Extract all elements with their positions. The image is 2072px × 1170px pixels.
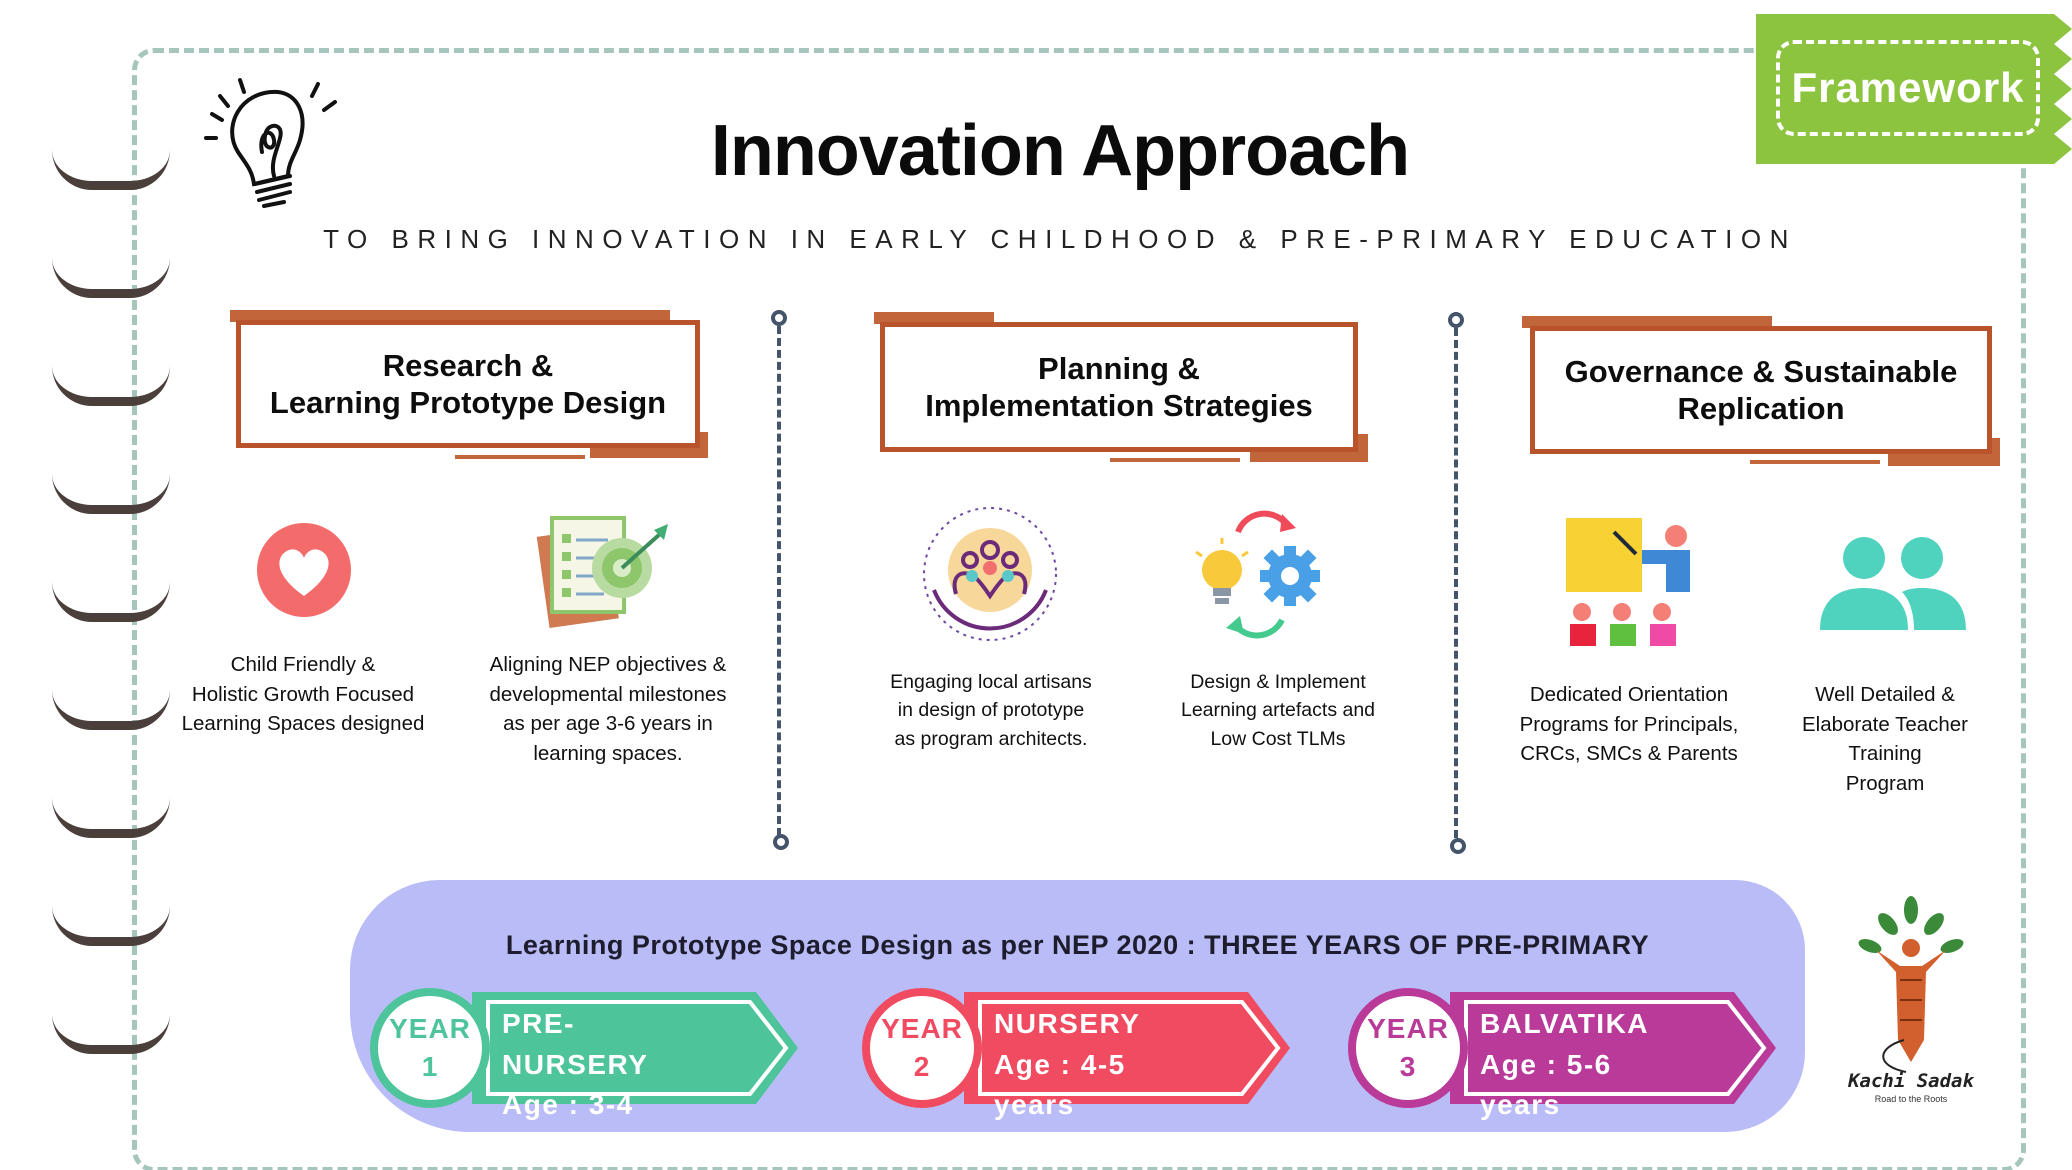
heading-line: Governance & Sustainable [1564, 353, 1958, 389]
heading-line: Learning Prototype Design [269, 385, 667, 420]
caption-line: Child Friendly & [230, 653, 376, 676]
year-stage-label [502, 1004, 648, 1166]
stage-age: Age : 5-6 years [1480, 1048, 1612, 1121]
stage-name: NURSERY [994, 1008, 1141, 1039]
divider-end-dot [1450, 838, 1466, 854]
column-divider [777, 326, 781, 836]
year-circle [370, 988, 490, 1108]
caption-line: Holistic Growth Focused [191, 682, 415, 706]
caption-line: Elaborate Teacher [1801, 712, 1968, 736]
column-2-heading [880, 322, 1358, 452]
page-title: Innovation Approach [710, 111, 1410, 191]
caption-line: Aligning NEP objectives & [489, 653, 727, 676]
item-caption [172, 650, 434, 739]
column-divider [1454, 328, 1458, 838]
caption-line: Engaging local artisans [890, 671, 1092, 693]
year-number: 2 [913, 1051, 931, 1082]
year-label: YEAR [1367, 1013, 1449, 1045]
stage-name: PRE-NURSERY [502, 1008, 649, 1080]
people-icon [1818, 534, 1968, 634]
checklist-target-icon [534, 512, 674, 628]
divider-end-dot [771, 310, 787, 326]
column-3-heading [1530, 326, 1992, 454]
heading-line: Planning & [1038, 350, 1200, 386]
caption-line: Learning Spaces designed [181, 712, 425, 736]
item-caption [868, 668, 1114, 753]
logo-name: Kachi Sadak [1848, 1070, 1974, 1092]
item-caption [468, 650, 748, 769]
logo-tagline: Road to the Roots [1874, 1094, 1948, 1104]
heading-line: Replication [1677, 391, 1845, 426]
heart-icon [256, 522, 352, 618]
year-number: 3 [1399, 1051, 1417, 1082]
item-caption [1158, 668, 1398, 753]
divider-end-dot [1448, 312, 1464, 328]
stage-age: Age : 3-4 years [502, 1089, 634, 1161]
year-stage-label [994, 1004, 1140, 1126]
band-title: Learning Prototype Space Design as per NEP 2020 : THREE YEARS OF PRE-PRIMARY [505, 930, 1650, 960]
heading-accent-line [455, 455, 585, 459]
presentation-icon [1566, 516, 1696, 648]
stage-name: BALVATIKA [1480, 1008, 1650, 1039]
caption-line: Program [1845, 772, 1925, 796]
caption-line: Programs for Principals, [1519, 712, 1739, 736]
caption-line: as per age 3-6 years in [503, 712, 713, 736]
caption-line: developmental milestones [489, 682, 727, 706]
heading-line: Research & [382, 347, 554, 383]
caption-line: Dedicated Orientation [1529, 683, 1729, 706]
column-1-heading [236, 320, 700, 448]
caption-line: Low Cost TLMs [1210, 727, 1346, 750]
caption-line: Training [1848, 742, 1922, 766]
bulb-gear-icon [1186, 508, 1326, 644]
community-hands-icon [920, 504, 1060, 644]
year-stage-label [1480, 1004, 1649, 1126]
heading-accent-line [1110, 458, 1240, 462]
caption-line: learning spaces. [533, 742, 683, 766]
heading-line: Implementation Strategies [925, 388, 1313, 423]
item-caption [1770, 680, 2000, 799]
framework-label: Framework [1776, 40, 2040, 136]
caption-line: Well Detailed & [1815, 683, 1955, 706]
year-label: YEAR [389, 1013, 471, 1045]
caption-line: Design & Implement [1190, 671, 1366, 693]
caption-line: Learning artefacts and [1180, 699, 1376, 722]
year-circle [862, 988, 982, 1108]
caption-line: CRCs, SMCs & Parents [1520, 742, 1738, 766]
caption-line: in design of prototype [897, 699, 1085, 722]
year-circle [1348, 988, 1468, 1108]
item-caption [1494, 680, 1764, 769]
page-subtitle: TO BRING INNOVATION IN EARLY CHILDHOOD & PRE-PRIMARY EDUCATION [323, 224, 1797, 254]
year-label: YEAR [881, 1013, 963, 1045]
year-number: 1 [421, 1051, 439, 1082]
heading-accent-line [1750, 460, 1880, 464]
stage-age: Age : 4-5 years [994, 1048, 1126, 1121]
divider-end-dot [773, 834, 789, 850]
caption-line: as program architects. [894, 727, 1088, 750]
